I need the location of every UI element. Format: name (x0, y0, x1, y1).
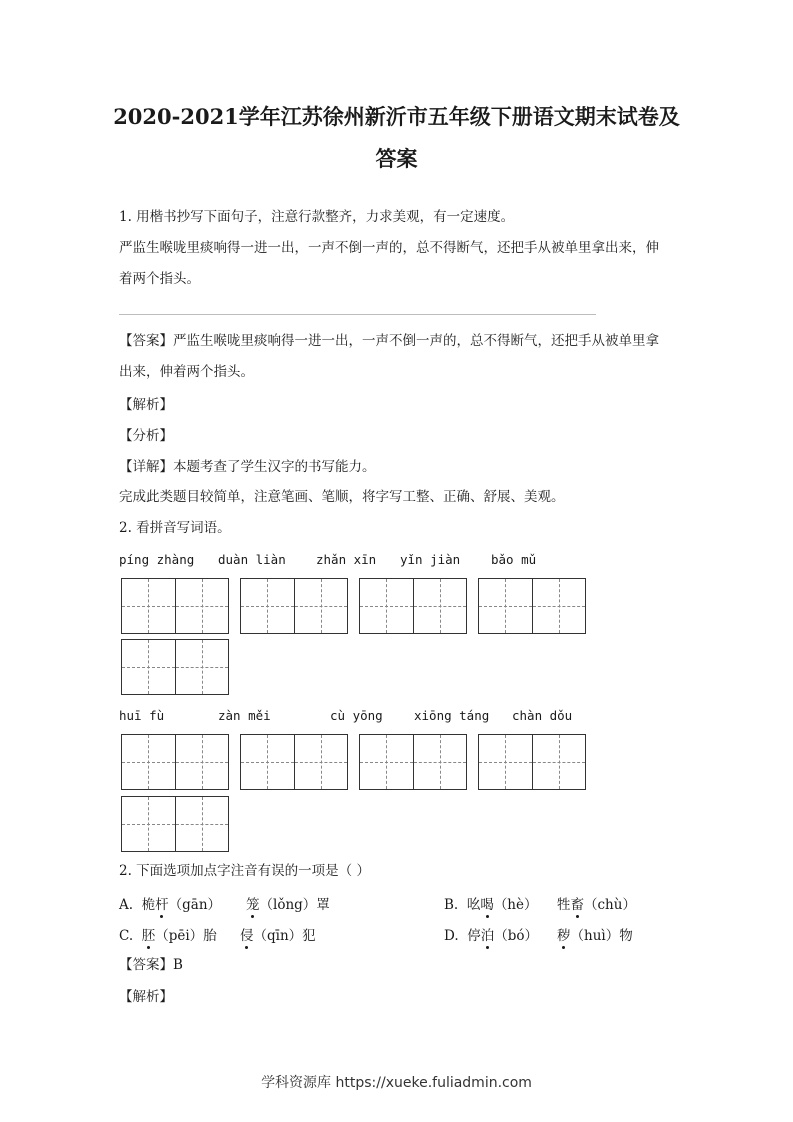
pinyin-label: chàn dǒu (512, 708, 573, 723)
pinyin-label: zàn měi (218, 708, 271, 723)
pinyin-label: zhǎn xīn (316, 552, 377, 567)
option-label: D. (444, 928, 459, 944)
dotted-char: 侵 (240, 924, 254, 944)
q1-passage-continued: 着两个指头。 (119, 271, 200, 287)
writing-line[interactable] (119, 314, 596, 315)
option-label: A. (119, 897, 134, 913)
pinyin-label: cù yōng (330, 708, 383, 723)
option-char: 物 (619, 928, 633, 944)
option-pinyin: （huì） (570, 928, 620, 944)
option-pinyin: （hè） (493, 897, 538, 913)
pinyin-label: duàn liàn (218, 552, 286, 567)
option-char: 吆 (466, 897, 481, 913)
dotted-char: 泊 (481, 924, 495, 944)
option-label: C. (119, 928, 134, 944)
pinyin-label: bǎo mǔ (491, 552, 537, 567)
option-pinyin: （bó） (494, 928, 539, 944)
writing-grid[interactable] (121, 796, 229, 852)
q1-note: 完成此类题目较简单，注意笔画、笔顺，将字写工整、正确、舒展、美观。 (119, 489, 565, 505)
dotted-char: 杆 (155, 893, 169, 913)
writing-grid[interactable] (359, 734, 467, 790)
q3-prompt: 2. 下面选项加点字注音有误的一项是（ ） (119, 863, 370, 879)
writing-grid[interactable] (478, 734, 586, 790)
dotted-char: 畜 (571, 893, 585, 913)
option-pinyin: （pēi） (155, 928, 204, 944)
dotted-char: 胚 (142, 924, 156, 944)
option-pinyin: （qīn） (253, 928, 303, 944)
option-d[interactable] (444, 924, 538, 944)
option-char: 罩 (316, 897, 330, 913)
q1-prompt: 1. 用楷书抄写下面句子，注意行款整齐，力求美观，有一定速度。 (119, 209, 515, 225)
option-d-word2 (557, 924, 633, 944)
option-char: 桅 (141, 897, 156, 913)
q3-jiexi-label: 【解析】 (119, 989, 173, 1005)
option-char: 犯 (302, 928, 316, 944)
writing-grid[interactable] (478, 578, 586, 634)
option-char: 牲 (557, 897, 571, 913)
q1-passage: 严监生喉咙里痰响得一进一出，一声不倒一声的，总不得断气，还把手从被单里拿出来，伸 (119, 240, 659, 256)
q1-fenxi-label: 【分析】 (119, 428, 173, 444)
writing-grid[interactable] (240, 734, 348, 790)
writing-grid[interactable] (240, 578, 348, 634)
writing-grid[interactable] (121, 578, 229, 634)
footer-source: 学科资源库 https://xueke.fuliadmin.com (261, 1075, 532, 1091)
option-char: 停 (467, 928, 481, 944)
option-b-word2 (557, 893, 636, 913)
dotted-char: 喝 (480, 893, 494, 913)
q1-answer-continued: 出来，伸着两个指头。 (119, 364, 254, 380)
q1-jiexi-label: 【解析】 (119, 397, 173, 413)
pinyin-label: xiōng táng (414, 708, 490, 723)
option-char: 胎 (203, 928, 217, 944)
writing-grid[interactable] (121, 639, 229, 695)
option-b[interactable] (444, 893, 538, 913)
dotted-char: 笼 (246, 893, 260, 913)
writing-grid[interactable] (121, 734, 229, 790)
pinyin-label: píng zhàng (119, 552, 195, 567)
option-pinyin: （gān） (168, 897, 222, 913)
q1-xiangjie: 【详解】本题考查了学生汉字的书写能力。 (119, 459, 376, 475)
option-a[interactable] (119, 893, 221, 913)
option-c-word2 (240, 924, 316, 944)
option-pinyin: （lǒng） (259, 897, 317, 913)
q2-prompt: 2. 看拼音写词语。 (119, 520, 231, 536)
option-a-word2 (246, 893, 330, 913)
q3-answer: 【答案】B (119, 957, 183, 973)
writing-grid[interactable] (359, 578, 467, 634)
option-label: B. (444, 897, 459, 913)
pinyin-label: huī fù (119, 708, 165, 723)
option-c[interactable] (119, 924, 217, 944)
page-title-continued: 答案 (375, 146, 418, 171)
page-title: 2020-2021学年江苏徐州新沂市五年级下册语文期末试卷及 (113, 104, 680, 129)
option-pinyin: （chù） (584, 897, 636, 913)
q1-answer: 【答案】严监生喉咙里痰响得一进一出，一声不倒一声的，总不得断气，还把手从被单里拿 (119, 333, 659, 349)
dotted-char: 秽 (557, 924, 571, 944)
pinyin-label: yǐn jiàn (400, 552, 461, 567)
